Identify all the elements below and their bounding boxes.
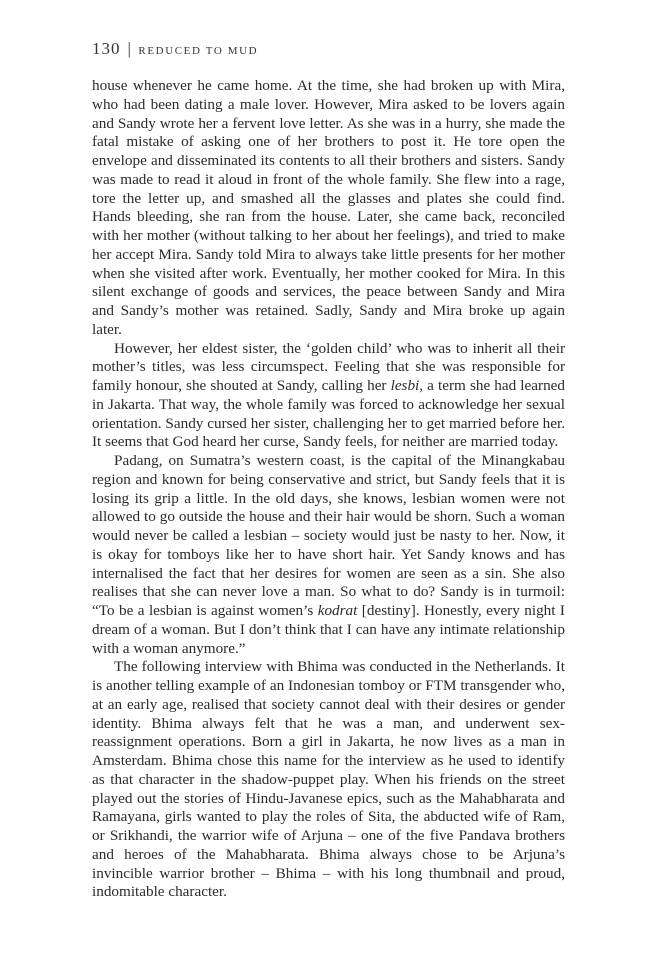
paragraph-text: Padang, on Sumatra’s western coast, is the capital of the Minangkabau region and known for being conservative and strict, but Sandy feels that it is losing its grip a little. In the old days, she knows, lesbian women were not allowed to go outside the house and their hair would be shorn. Such a woman would never be called a lesbian – society would just be nasty to her. Now, it is okay for tomboys like her to have short hair. Yet Sandy knows and has internalised the fact that her desires for women are seen as a sin. She also realises that she can never love a man. So what to do? Sandy is in turmoil: “To be a lesbian is against women’s bbox=[92, 452, 565, 619]
italic-term: lesbi bbox=[390, 377, 420, 394]
paragraph-3 bbox=[92, 452, 565, 658]
paragraph-text: house whenever he came home. At the time, she had broken up with Mira, who had been dating a male lover. However, Mira asked to be lovers again and Sandy wrote her a fervent love letter. As she was in a hurry, she made the fatal mistake of asking one of her brothers to post it. He tore open the envelope and disseminated its contents to all their brothers and sisters. Sandy was made to read it aloud in front of the whole family. She flew into a rage, tore the letter up, and smashed all the glasses and plates she could find. Hands bleeding, she ran from the house. Later, she came back, reconciled with her mother (without talking to her about her feelings), and tried to make her accept Mira. Sandy told Mira to always take little presents for her mother when she visited after work. Eventually, her mother cooked for Mira. In this silent exchange of goods and services, the peace between Sandy and Mira and Sandy’s mother was retained. Sadly, Sandy and Mira broke up again later. bbox=[92, 77, 565, 338]
book-page bbox=[92, 38, 565, 902]
running-title: REDUCED TO MUD bbox=[138, 45, 259, 57]
paragraph-text: The following interview with Bhima was conducted in the Netherlands. It is another telling example of an Indonesian tomboy or FTM transgender who, at an early age, realised that society cannot deal with their desires or gender identity. Bhima always felt that he was a man, and underwent sex-reassignment operations. Born a girl in Jakarta, he now lives as a man in Amsterdam. Bhima chose this name for the interview as he used to identify as that character in the shadow-puppet play. When his friends on the street played out the stories of Hindu-Javanese epics, such as the Mahabharata and Ramayana, girls wanted to play the roles of Sita, the abducted wife of Ram, or Srikhandi, the warrior wife of Arjuna – one of the five Pandava brothers and heroes of the Mahabharata. Bhima always chose to be Arjuna’s invincible warrior brother – Bhima – with his long thumbnail and proud, indomitable character. bbox=[92, 658, 565, 901]
paragraph-2 bbox=[92, 340, 565, 453]
paragraph-text: , a term she had learned in Jakarta. That way, the whole family was forced to acknowledge her sexual orientation. Sandy cursed her sister, challenging her to get married before her. It seems that God heard her curse, Sandy feels, for neither are married today. bbox=[92, 377, 565, 451]
paragraph-text: However, her eldest sister, the ‘golden child’ who was to inherit all their mother’s titles, was less circumspect. Feeling that she was responsible for family honour, she shouted at Sandy, calling her bbox=[92, 339, 565, 394]
paragraph-4 bbox=[92, 658, 565, 902]
italic-term: kodrat bbox=[317, 602, 358, 619]
paragraph-text: [destiny]. Honestly, every night I dream of a woman. But I don’t think that I can have any intimate relationship with a woman anymore.” bbox=[92, 602, 565, 657]
header-separator: | bbox=[127, 39, 132, 58]
paragraph-1 bbox=[92, 77, 565, 340]
page-number: 130 bbox=[92, 39, 121, 58]
running-header bbox=[92, 38, 565, 60]
body-text bbox=[92, 77, 565, 902]
